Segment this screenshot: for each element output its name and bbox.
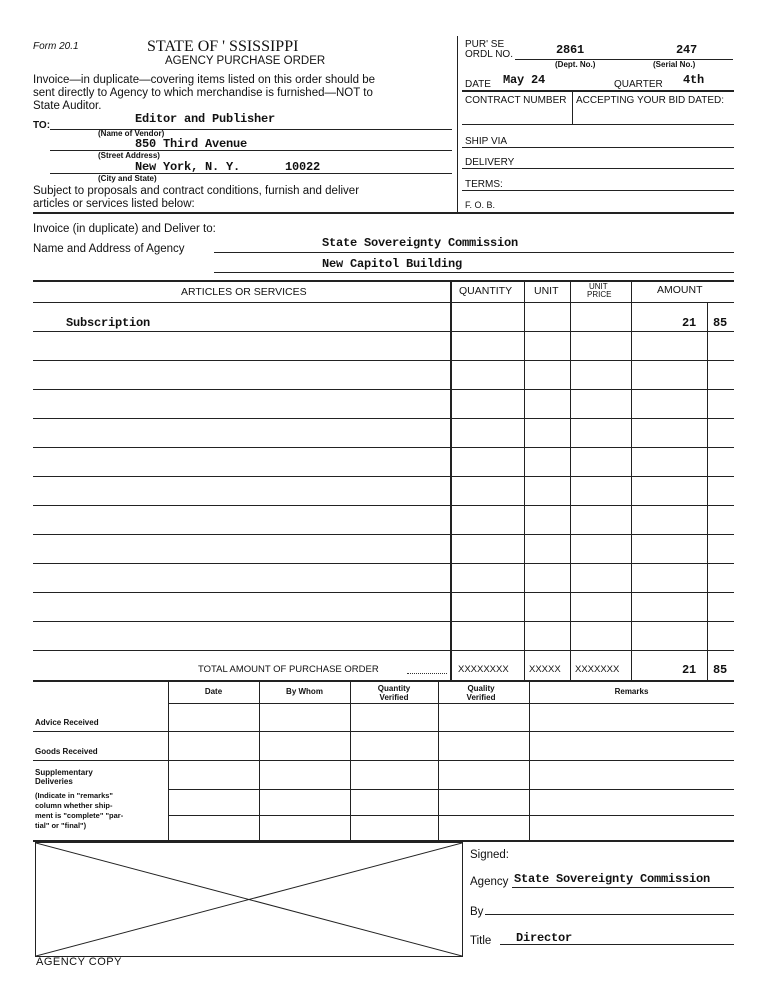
quarter-value: 4th [683, 73, 705, 87]
total-price-x: XXXXXXX [575, 664, 620, 675]
accepting-bid-label: ACCEPTING YOUR BID DATED: [576, 95, 724, 106]
items-row-line [33, 534, 734, 535]
recv-header-remarks: Remarks [614, 687, 649, 696]
fob-label: F. O. B. [465, 200, 496, 210]
agency-address-label: Name and Address of Agency [33, 243, 185, 255]
vendor-zip: 10022 [285, 160, 321, 174]
recv-row-line [33, 760, 734, 761]
agency-name-value: State Sovereignty Commission [322, 236, 519, 250]
items-table-bottom [33, 680, 734, 682]
agency-address-line [214, 272, 734, 273]
recv-row-line [33, 731, 734, 732]
order-box-divider [457, 36, 458, 214]
items-row-line [33, 360, 734, 361]
item-article: Subscription [66, 316, 151, 330]
recv-row-line [168, 789, 734, 790]
ship-via-line [462, 147, 734, 148]
quarter-label: QUARTER [614, 79, 663, 90]
vendor-city-label: (City and State) [98, 174, 157, 183]
instructions-line-2: sent directly to Agency to which merchandise is furnished—NOT to [33, 87, 373, 99]
items-header-bottom [33, 302, 734, 303]
instructions-line-3: State Auditor. [33, 100, 102, 112]
items-row-line [33, 447, 734, 448]
sig-by-line [485, 914, 734, 915]
header-articles: ARTICLES OR SERVICES [181, 286, 307, 298]
to-label: TO: [33, 120, 51, 131]
serial-no-value: 247 [676, 43, 698, 57]
po-label-2: ORDL NO. [465, 49, 513, 60]
date-label: DATE [465, 79, 491, 90]
sig-title-line [500, 944, 734, 945]
recv-note-3: ment is "complete" "par- [35, 811, 124, 820]
sig-agency-line [512, 887, 734, 888]
contract-number-label: CONTRACT NUMBER [465, 95, 567, 106]
items-row-line [33, 650, 734, 651]
items-row-line [33, 621, 734, 622]
sig-agency-label: Agency [470, 876, 509, 888]
total-dollars: 21 [682, 663, 697, 677]
date-line [462, 90, 734, 92]
total-cents: 85 [713, 663, 728, 677]
items-row-line [33, 592, 734, 593]
dept-no-label: (Dept. No.) [555, 60, 596, 69]
sig-title-value: Director [516, 931, 573, 945]
recv-note-1: (Indicate in "remarks" [35, 791, 113, 800]
form-number: Form 20.1 [33, 41, 79, 52]
vendor-name: Editor and Publisher [135, 112, 276, 126]
signed-label: Signed: [470, 849, 510, 861]
date-value: May 24 [503, 73, 546, 87]
ship-via-label: SHIP VIA [465, 136, 508, 147]
contract-line [462, 124, 734, 125]
agency-copy-label: AGENCY COPY [36, 956, 122, 968]
items-row-line [33, 505, 734, 506]
col-divider-cents [707, 302, 708, 681]
dept-no-value: 2861 [556, 43, 585, 57]
recv-note-4: tial" or "final") [35, 821, 87, 830]
header-amount: AMOUNT [657, 284, 703, 296]
vendor-name-label: (Name of Vendor) [98, 129, 165, 138]
crossed-box [35, 842, 463, 957]
terms-line [462, 190, 734, 191]
cross-lines [36, 843, 462, 956]
items-table-top [33, 280, 734, 282]
po-number-line [515, 59, 733, 60]
recv-note-2: column whether ship- [35, 801, 113, 810]
recv-row-line [168, 815, 734, 816]
recv-row-supplementary: Supplementary Deliveries [35, 768, 93, 786]
sig-by-label: By [470, 906, 484, 918]
recv-row-goods: Goods Received [35, 747, 98, 756]
header-unit-price-2: PRICE [587, 290, 612, 299]
terms-label: TERMS: [465, 179, 503, 190]
item-dollars: 21 [682, 316, 697, 330]
instructions-line-1: Invoice—in duplicate—covering items listed on this order should be [33, 74, 375, 86]
items-row-line [33, 418, 734, 419]
items-row-line [33, 331, 734, 332]
delivery-line [462, 168, 734, 169]
agency-address-value: New Capitol Building [322, 257, 463, 271]
header-quantity: QUANTITY [459, 285, 513, 297]
vendor-section-bottom [33, 212, 734, 214]
contract-divider [572, 91, 573, 125]
vendor-street-label: (Street Address) [98, 151, 160, 160]
subject-line-2: articles or services listed below: [33, 198, 195, 210]
vendor-street: 850 Third Avenue [135, 137, 248, 151]
sig-agency-value: State Sovereignty Commission [514, 872, 711, 886]
recv-header-line [168, 703, 734, 704]
item-cents: 85 [713, 316, 728, 330]
agency-name-line [214, 252, 734, 253]
delivery-label: DELIVERY [465, 157, 515, 168]
subject-line-1: Subject to proposals and contract conditions, furnish and deliver [33, 185, 360, 197]
total-leader-dots [407, 673, 447, 674]
recv-row-advice: Advice Received [35, 718, 99, 727]
recv-header-quality-verified: Quality Verified [466, 684, 496, 702]
serial-no-label: (Serial No.) [653, 60, 696, 69]
recv-header-quantity-verified: Quantity Verified [377, 684, 411, 702]
form-title: AGENCY PURCHASE ORDER [165, 55, 326, 67]
invoice-deliver-line: Invoice (in duplicate) and Deliver to: [33, 223, 216, 235]
items-row-line [33, 476, 734, 477]
total-unit-x: XXXXX [529, 664, 561, 675]
state-title: STATE OF ' SSISSIPPI [147, 38, 299, 55]
recv-header-date: Date [204, 687, 223, 696]
items-row-line [33, 563, 734, 564]
po-label-1: PUR' SE [465, 39, 505, 50]
sig-title-label: Title [470, 935, 492, 947]
total-label: TOTAL AMOUNT OF PURCHASE ORDER [198, 664, 379, 675]
items-row-line [33, 389, 734, 390]
total-quantity-x: XXXXXXXX [458, 664, 509, 675]
vendor-city: New York, N. Y. [135, 160, 241, 174]
header-unit: UNIT [534, 285, 559, 297]
header-unit-price-1: UNIT [589, 282, 608, 291]
recv-header-by-whom: By Whom [286, 687, 323, 696]
